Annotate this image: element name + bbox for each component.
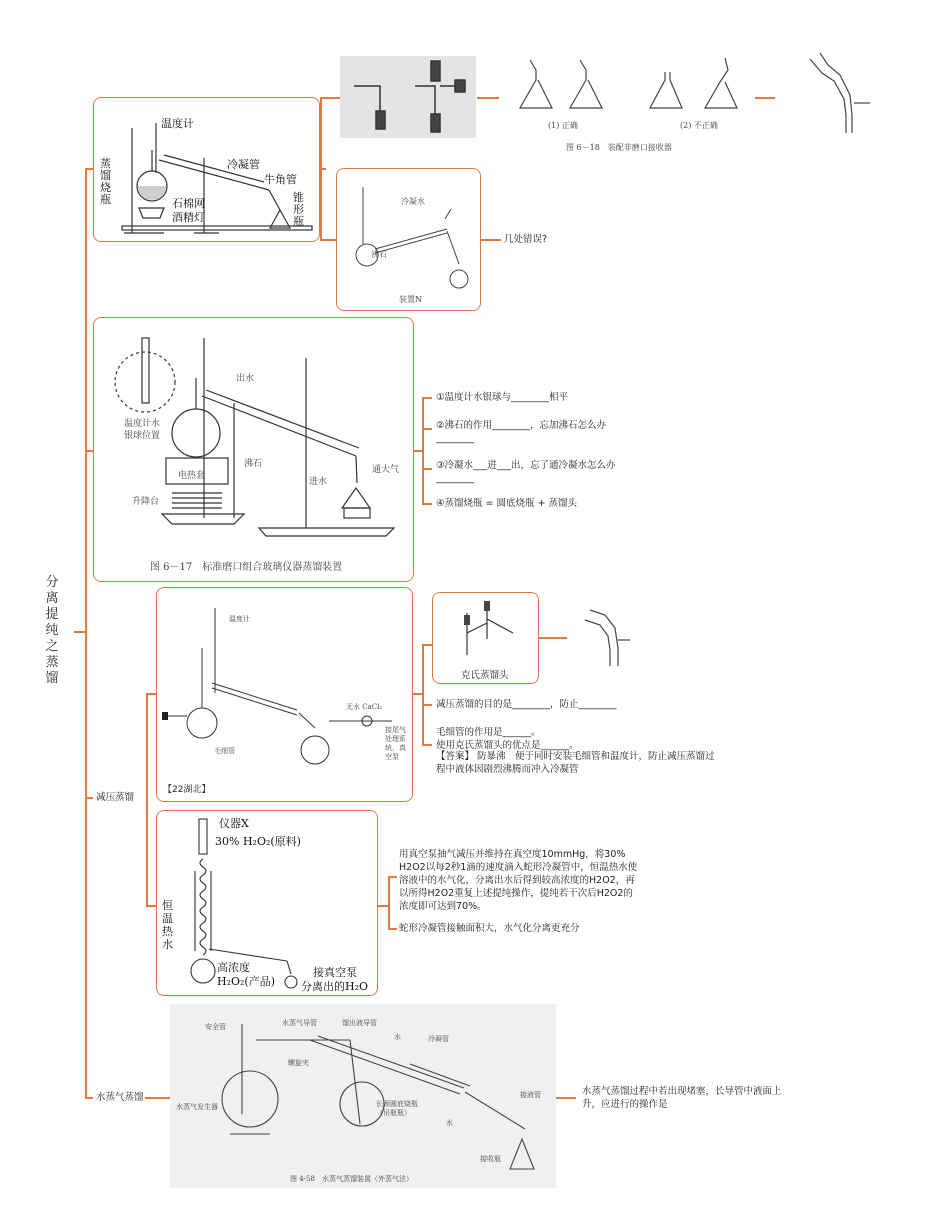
steam-water-bot: 水 (446, 1119, 453, 1127)
notes-std-h4 (422, 503, 432, 505)
receiver-correct: (1) 正确 (548, 121, 578, 130)
card4-h2 (388, 928, 397, 930)
card3-join (413, 693, 423, 695)
card-h2o2-concentration (156, 810, 378, 996)
note-cooling-water: ③冷凝水___进___出，忘了通冷凝水怎么办________ (436, 460, 616, 484)
label-lamp: 酒精灯 (172, 211, 205, 224)
steam-flask: 长颈圆底烧瓶（吊瓶瓶） (376, 1100, 418, 1117)
label-instrument-x: 仪器X (219, 817, 249, 830)
n-caption: 装置N (399, 295, 422, 304)
label-product: 高浓度H₂O₂(产品) (217, 961, 276, 988)
steam-distillation-figure (170, 1004, 556, 1188)
label-condenser: 冷凝管 (227, 158, 260, 171)
steam-safety: 安全管 (205, 1023, 226, 1031)
card3-h-purpose (422, 704, 432, 706)
label-flask: 蒸馏烧瓶 (100, 157, 111, 206)
steam-generator: 水蒸气发生器 (176, 1103, 218, 1111)
branch-steam (85, 1097, 93, 1099)
card-simple-distillation (93, 97, 320, 242)
receiver-flasks (500, 40, 755, 155)
receiver-right-line (755, 97, 775, 99)
reduced-distillation-drawing (157, 588, 413, 802)
steam-right-line (556, 1097, 576, 1099)
label-lift: 升降台 (132, 497, 160, 507)
card4-bracket (388, 876, 390, 929)
steam-adapter: 接液管 (520, 1091, 541, 1099)
steam-caption: 图 4-58 水蒸气蒸馏装置（外蒸气法） (290, 1175, 413, 1183)
label-pump: 接真空泵 (313, 966, 357, 979)
n-question: 几处错误? (504, 234, 548, 245)
n-water-label: 冷凝水 (401, 197, 425, 206)
label-in-water: 进水 (309, 477, 328, 487)
reduced-capillary-label: 毛细管 (214, 747, 235, 755)
reduced-to-card3 (146, 693, 156, 695)
label-heater: 电热套 (178, 471, 206, 481)
label-gauze: 石棉网 (172, 197, 205, 210)
branch-reduced-label: 减压蒸馏 (96, 792, 135, 803)
claisen-label: 克氏蒸馏头 (461, 670, 509, 681)
reduced-to-card4 (146, 905, 156, 907)
receiver-caption: 图 6－18 装配非磨口接收器 (566, 143, 672, 152)
reduced-cacl-label: 无水 CaCl₂ (346, 703, 383, 711)
notes-std-join (414, 450, 423, 452)
branch-reduced (85, 797, 93, 799)
label-thermometer: 温度计 (161, 117, 194, 130)
receiver-left-line (477, 97, 499, 99)
reduced-purpose: 减压蒸馏的目的是________，防止________ (436, 699, 617, 710)
card1-fork-h (320, 168, 326, 170)
label-bath: 恒温热水 (162, 899, 173, 951)
root-title: 分离提纯之蒸馏 (45, 575, 59, 686)
h2o2-coil-note: 蛇形冷凝管接触面积大，水气化分离更充分 (399, 923, 580, 934)
notes-std-h1 (422, 397, 432, 399)
n-to-question (481, 239, 501, 241)
reduced-thermo-label: 温度计 (229, 615, 250, 623)
apparatus-n-drawing (337, 169, 481, 311)
main-trunk (85, 168, 87, 1098)
steam-distillate: 馏出液导管 (342, 1019, 377, 1027)
notes-std-h2 (422, 428, 432, 430)
card1-to-receiver (320, 97, 340, 99)
branch-steam-label: 水蒸气蒸馏 (96, 1092, 144, 1103)
card3-to-claisen (422, 644, 432, 646)
label-adapter: 牛角管 (264, 173, 297, 186)
simple-distillation-drawing (94, 98, 320, 242)
card-apparatus-n (336, 168, 481, 311)
note-flask-def: ④蒸馏烧瓶 = 圆底烧瓶 + 蒸馏头 (436, 498, 578, 509)
ground-joint-photo (340, 56, 476, 138)
standard-distillation-drawing (94, 318, 414, 582)
steam-left-line (145, 1097, 170, 1099)
label-water-out: 分离出的H₂O (301, 980, 369, 993)
label-out-water: 出水 (236, 374, 255, 384)
steam-tube: 水蒸气导管 (282, 1019, 317, 1027)
claisen-adapter-drawing (580, 600, 640, 675)
steam-water-top: 水 (394, 1033, 401, 1041)
reduced-trunk (146, 693, 148, 906)
bent-adapter-drawing (800, 45, 880, 145)
label-thermo-position: 温度计水银球位置 (124, 419, 161, 441)
label-boiling-stone: 沸石 (244, 459, 263, 469)
reduced-tail-label: 接尾气处理系统，真空泵 (385, 726, 406, 761)
card4-h1 (388, 876, 397, 878)
label-atm: 通大气 (372, 465, 400, 475)
steam-clamp: 螺旋夹 (288, 1059, 309, 1067)
steam-receiver: 接收瓶 (480, 1155, 501, 1163)
n-stone-label: 沸石 (371, 250, 387, 259)
reduced-advantage-q: 使用克氏蒸馏头的优点是______。 (436, 740, 579, 751)
h2o2-paragraph: 用真空泵抽气减压并维持在真空度10mmHg，将30% H2O2以每2秒1滴的速度滴入蛇形冷凝管中，恒温热水使溶液中的水气化，分离出水后得到较高浓度的H2O2，再以所得H2O2重复上述提纯操作，提纯若干次后H2O2的浓度即可达到70%。 (399, 849, 638, 912)
card-standard-distillation (93, 317, 414, 582)
card1-to-n (320, 239, 336, 241)
receiver-incorrect: (2) 不正确 (680, 121, 718, 130)
steam-note: 水蒸气蒸馏过程中若出现堵塞，长导管中液面上升，应进行的操作是 (582, 1086, 782, 1110)
claisen-to-fig (539, 637, 567, 639)
card-claisen-head (432, 592, 539, 684)
card4-join (378, 905, 389, 907)
reduced-answer: 【答案】 防暴沸 便于同时安装毛细管和温度计，防止减压蒸馏过程中液体因剧烈沸腾而冲入冷凝管 (436, 751, 715, 775)
note-thermo: ①温度计水银球与________相平 (436, 392, 569, 403)
card2-caption: 图 6－17 标准磨口组合玻璃仪器蒸馏装置 (150, 562, 343, 573)
note-boiling-stone: ②沸石的作用________，忘加沸石怎么办________ (436, 420, 607, 444)
notes-std-h3 (422, 468, 432, 470)
label-conical: 锥形瓶 (293, 191, 304, 228)
card-reduced-distillation (156, 587, 413, 802)
steam-condenser: 冷凝管 (428, 1035, 449, 1043)
card3-h-answer (422, 744, 432, 746)
label-raw: 30% H₂O₂(原料) (215, 835, 301, 848)
reduced-capillary-q: 毛细管的作用是______。 (436, 727, 541, 738)
reduced-tag: 【22湖北】 (163, 785, 211, 795)
